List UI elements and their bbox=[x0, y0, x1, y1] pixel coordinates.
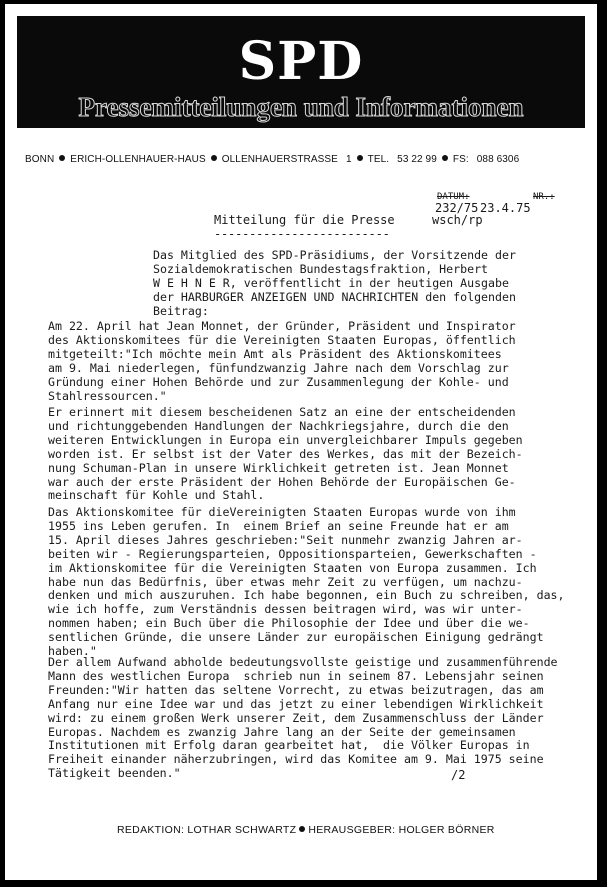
masthead-subtitle: Pressemitteilungen und Informationen bbox=[78, 92, 524, 122]
address-line bbox=[25, 154, 585, 165]
heading-underline: ------------------------- bbox=[214, 227, 390, 241]
footer-credits bbox=[117, 824, 495, 836]
tel-label: TEL. bbox=[367, 154, 390, 165]
release-number: 232/75 bbox=[435, 201, 479, 215]
reference-code: wsch/rp bbox=[432, 213, 483, 227]
masthead bbox=[17, 16, 585, 128]
editor-credit: REDAKTION: LOTHAR SCHWARTZ bbox=[117, 824, 297, 836]
bullet-icon bbox=[299, 826, 305, 832]
body-paragraph: Das Aktionskomitee für dieVereinigten Staaten Europas wurde von ihm 1955 ins Leben gerufen. In einem Brief an seine Freunde hat er am 15. April dieses Jahres geschrieben:"Seit nunmehr zwanzig Jahren ar- beiten wir - Regierungsparteien, Oppositionsparteien, Gewerkschaften - im Aktionskomitee für die Vereinigten Staaten von Europa zusammen. Ich habe nun das Bedürfnis, über etwas mehr Zeit zu verfügen, um nachzu- denken und mich auszuruhen. Ich habe begonnen, ein Buch zu schreiben, das, wie ich hoffe, zum Verständnis dessen beitragen wird, was wir unter- nommen haben; ein Buch über die Philosophie der Idee und über die we- sentlichen Gründe, die unsere Länder zur europäischen Einigung gedrängt haben." bbox=[48, 505, 565, 659]
tel-number: 53 22 99 bbox=[397, 154, 437, 165]
datum-label: DATUM: bbox=[437, 192, 470, 202]
address-building: ERICH-OLLENHAUER-HAUS bbox=[70, 154, 206, 165]
release-heading: Mitteilung für die Presse bbox=[214, 213, 395, 227]
bullet-icon bbox=[59, 155, 65, 161]
address-street: OLLENHAUERSTRASSE bbox=[221, 154, 338, 165]
address-city: BONN bbox=[25, 154, 55, 165]
page-continuation: /2 bbox=[451, 768, 466, 782]
nr-label: NR.: bbox=[533, 192, 555, 202]
publisher-credit: HERAUSGEBER: HOLGER BÖRNER bbox=[308, 824, 495, 836]
fs-number: 088 6306 bbox=[476, 154, 520, 165]
bullet-icon bbox=[357, 155, 363, 161]
intro-paragraph: Das Mitglied des SPD-Präsidiums, der Vorsitzende der Sozialdemokratischen Bundestagsfraktion, Herbert W E H N E R, veröffentlicht in der heutigen Ausgabe der HARBURGER ANZEIGEN UND NACHRICHTEN den folgenden Beitrag: bbox=[153, 248, 516, 318]
press-release-page bbox=[5, 4, 597, 880]
release-date: 23.4.75 bbox=[480, 201, 531, 215]
body-paragraph: Der allem Aufwand abholde bedeutungsvollste geistige und zusammenführende Mann des westlichen Europa schrieb nun in seinem 87. Lebensjahr seinen Freunden:"Wir hatten das seltene Vorrecht, zu etwas beizutragen, das am Anfang nur eine Idee war und das jetzt zu einer lebendigen Wirklichkeit wird: zu einem großen Werk unserer Zeit, dem Zusammenschluss der Länder Europas. Nachdem es zwanzig Jahre lang an der Seite der gemeinsamen Institutionen mit Erfolg daran gearbeitet hat, die Völker Europas in Freiheit einander näherzubringen, wird das Komitee am 9. Mai 1975 seine Tätigkeit beenden." bbox=[48, 655, 558, 781]
spd-logo: SPD bbox=[238, 31, 364, 92]
address-number: 1 bbox=[345, 154, 352, 165]
bullet-icon bbox=[211, 155, 217, 161]
bullet-icon bbox=[442, 155, 448, 161]
body-paragraph: Am 22. April hat Jean Monnet, der Gründer, Präsident und Inspirator des Aktionskomitees für die Vereinigten Staaten Europas, öffentlich mitgeteilt:"Ich möchte mein Amt als Präsident des Aktionskomitees am 9. Mai niederlegen, fünfundzwanzig Jahre nach dem Vorschlag zur Gründung einer Hohen Behörde und zur Zusammenlegung der Kohle- und Stahlressourcen." bbox=[48, 319, 516, 403]
body-paragraph: Er erinnert mit diesem bescheidenen Satz an eine der entscheidenden und richtunggebenden Handlungen der Nachkriegsjahre, durch die den weiteren Entwicklungen in Europa ein unvergleichbarer Impuls gegeben worden ist. Er selbst ist der Vater des Werkes, das mit der Bezeich- nung Schuman-Plan in unsere Wirklichkeit getreten ist. Jean Monnet war auch der erste Präsident der Hohen Behörde der Europäischen Ge- meinschaft für Kohle und Stahl. bbox=[48, 405, 523, 503]
fs-label: FS: bbox=[452, 154, 469, 165]
